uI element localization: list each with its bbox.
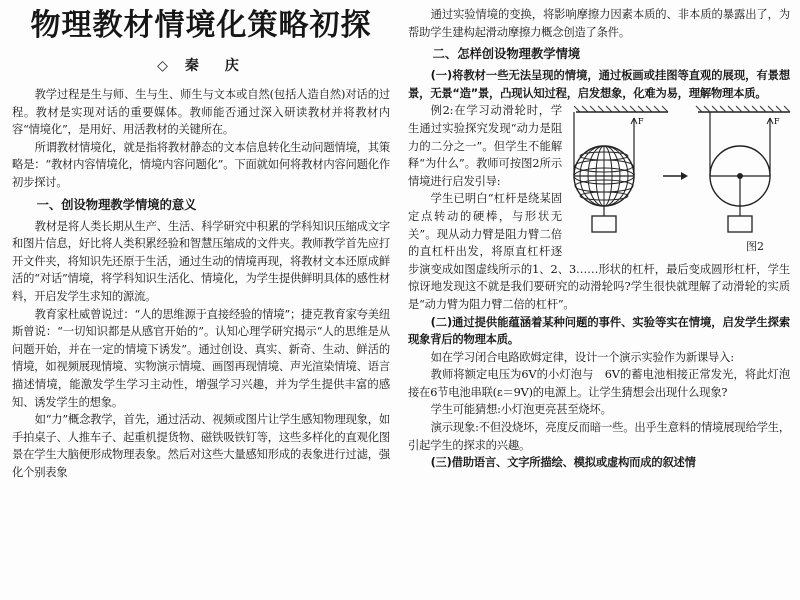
article-author: ◇ 秦 庆 <box>157 58 245 74</box>
weight-left <box>592 216 616 232</box>
weight-right <box>728 216 752 232</box>
wheel-pulley <box>710 146 770 216</box>
subsection-2: (二)通过提供能蕴涵着某种问题的事件、实验等实在情境，启发学生探索现象背后的物理本质。 <box>408 315 790 347</box>
pulley-diagram <box>568 104 794 254</box>
force-label-right: F <box>774 117 780 127</box>
sphere-pulley <box>574 146 634 206</box>
right-body <box>408 6 790 472</box>
section-heading-1: 一、创设物理教学情境的意义 <box>36 197 197 212</box>
bulb-experiment-paragraph: 教师将额定电压为6V的小灯泡与 6V的蓄电池相接正常发光，将此灯泡接在6节电池串联(ε＝9V)的电源上。让学生猜想会出现什么现象? <box>408 368 790 399</box>
subsection-1: (一)将教材一些无法呈现的情境，通过板画或挂图等直观的展现，有景想景，无景“造”景，凸现认知过程，启发想象，化难为易，理解物理本质。 <box>408 69 790 100</box>
section1-paragraph-2: 教育家杜威曾说过：“人的思维源于直接经验的情境”；捷克教育家夸美纽斯曾说：“一切知识都是从感官开始的”。认知心理学研究揭示“人的思维是从问题开始，并在一定的情境下诱发”。通过创设、真实、新奇、生动、鲜活的情境，如视频展现情境、实物演示情境、画图再现情境、声光渲染情境、语言描述情境，能激发学生学习主动性，增强学习兴趣，并为学生提供丰富的感知、诱发学生的想象。 <box>12 307 390 409</box>
example2-paragraph: 例2:在学习动滑轮时，学生通过实验探究发现“动力是阻力的二分之一”。但学生不能解释“为什么”。教师可按图2所示情境进行启发引导: <box>408 104 562 188</box>
left-column <box>12 0 390 481</box>
section1-paragraph-1: 教材是将人类长期从生产、生活、科学研究中积累的学科知识压缩成文字和图片信息，好比将人类积累经验和智慧压缩成的文件夹。教师教学首先应打开文件夹，将知识先还原于生活，通过生动的情境再现，将教材文本还原成鲜活的“对话”情境，将学科知识生活化、情境化，为学生提供鲜明具体的感性材料，开启发学生求知的源流。 <box>12 219 390 303</box>
carryover-paragraph: 通过实验情境的变换，将影响摩擦力因素本质的、非本质的暴露出了，为帮助学生建构起滑动摩擦力概念创造了条件。 <box>408 8 790 39</box>
lever-explanation-paragraph: 学生已明白“杠杆是绕某固定点转动的硬棒，与形状无关”。现从动力臂是阻力臂二倍的直杠杆出发，将原直杠杆逐步演变成如图虚线所示的1、2、3……形状的杠杆，最后变成圆形杠杆，学生惊讶地发现这不就是我们要研究的动滑轮吗?学生很快就理解了动滑轮的实质是“动力臂为阻力臂二倍的杠杆”。 <box>408 192 790 311</box>
student-guess-paragraph: 学生可能猜想:小灯泡更亮甚至烧坏。 <box>430 403 612 417</box>
right-column <box>408 0 790 472</box>
intro-paragraph-2: 所谓教材情境化，就是指将教材静态的文本信息转化生动问题情境，其策略是：“教材内容情境化，情境内容问题化”。下面就如何将教材内容问题化作初步探讨。 <box>12 140 390 189</box>
intro-paragraph-1: 教学过程是生与师、生与生、师生与文本或自然(包括人造自然)对话的过程。教材是实现对话的重要媒体。教师能否通过深入研读教材并将教材内容“情境化”，是用好、用活教材的关键所在。 <box>12 88 390 137</box>
left-body <box>12 86 390 481</box>
demo-result-paragraph: 演示现象:不但没烧坏，亮度反而暗一些。出乎生意料的情境展现给学生，引起学生的探求的兴趣。 <box>408 421 790 452</box>
figure-caption: 图2 <box>746 240 764 254</box>
section-heading-2: 二、怎样创设物理教学情境 <box>432 47 581 62</box>
ohm-law-intro-paragraph: 如在学习闭合电路欧姆定律，设计一个演示实验作为新课导入: <box>430 350 734 364</box>
force-label-left: F <box>638 117 644 127</box>
subsection-3: (三)借助语言、文字所描绘、模拟或虚构而成的叙述情 <box>430 456 696 470</box>
article-title: 物理教材情境化策略初探 <box>30 8 372 43</box>
section1-paragraph-3: 如“力”概念教学，首先，通过活动、视频或图片让学生感知物理现象，如手拍桌子、人推车子、起重机提货物、磁铁吸铁钉等，这些多样化的直观化图景在学生大脑便形成物理表象。然后对这些大量感知形成的表象进行过滤，强化个别表象 <box>12 413 390 479</box>
figure-2 <box>568 104 794 254</box>
